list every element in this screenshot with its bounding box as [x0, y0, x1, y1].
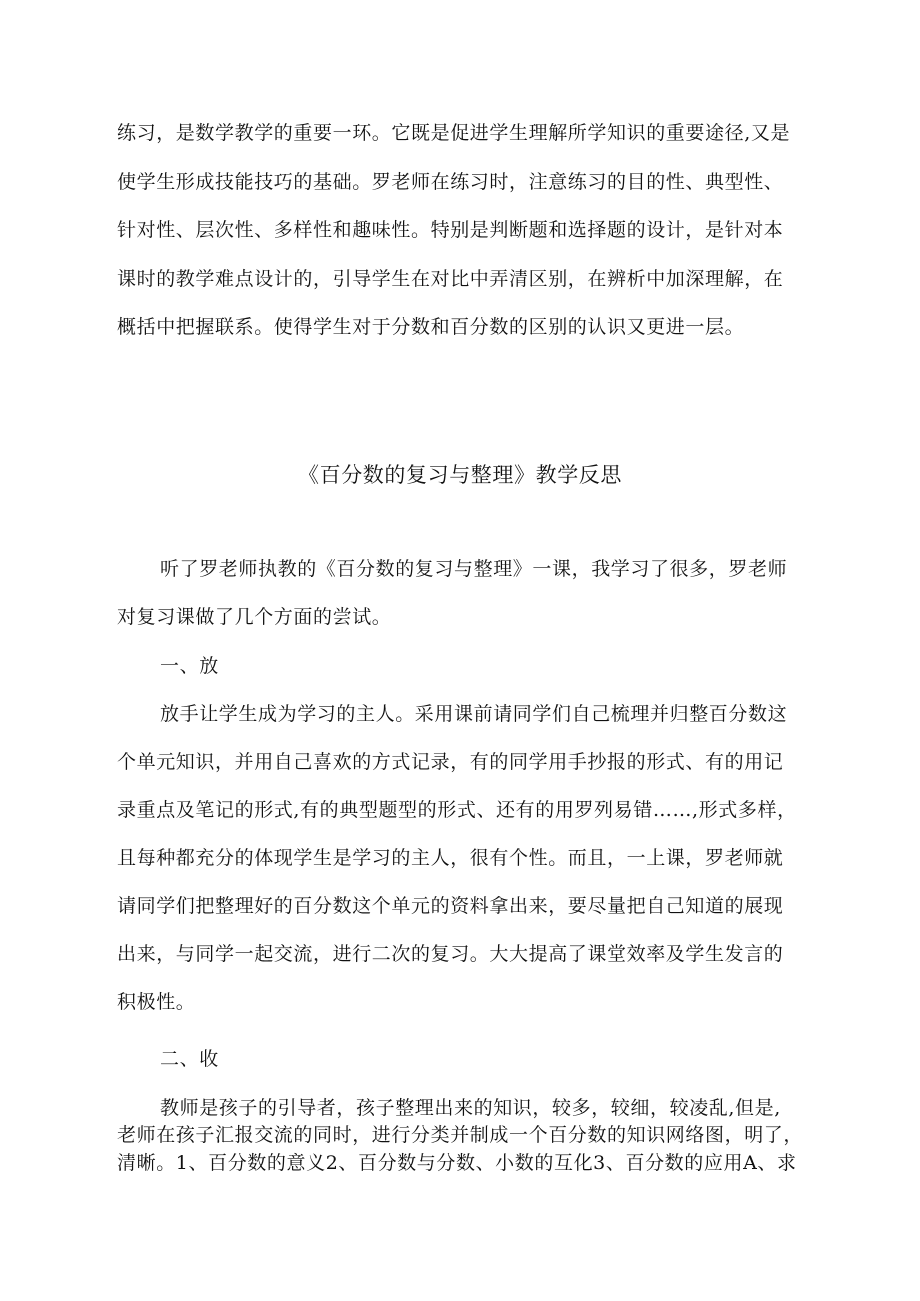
section1-line-7: 积极性。	[117, 991, 196, 1013]
section1-line-6: 出来，与同学一起交流，进行二次的复习。大大提高了课堂效率及学生发言的	[117, 943, 784, 965]
section2-line-1: 教师是孩子的引导者，孩子整理出来的知识，较多，较细，较凌乱,但是,	[160, 1097, 781, 1119]
section1-line-3: 录重点及笔记的形式,有的典型题型的形式、还有的用罗列易错……,形式多样，	[117, 799, 797, 821]
opening-line-2: 对复习课做了几个方面的尝试。	[117, 606, 392, 628]
section1-heading: 一、放	[160, 655, 219, 677]
section2-heading: 二、收	[160, 1048, 219, 1070]
intro-line-5: 概括中把握联系。使得学生对于分数和百分数的区别的认识又更进一层。	[117, 316, 745, 338]
intro-line-2: 使学生形成技能技巧的基础。罗老师在练习时，注意练习的目的性、典型性、	[117, 171, 784, 193]
page-title: 《百分数的复习与整理》教学反思	[298, 463, 622, 487]
intro-line-1: 练习，是数学教学的重要一环。它既是促进学生理解所学知识的重要途径,又是	[117, 122, 791, 144]
intro-line-3: 针对性、层次性、多样性和趣味性。特别是判断题和选择题的设计，是针对本	[117, 219, 784, 241]
section1-line-5: 请同学们把整理好的百分数这个单元的资料拿出来，要尽量把自己知道的展现	[117, 895, 784, 917]
section1-line-2: 个单元知识，并用自己喜欢的方式记录，有的同学用手抄报的形式、有的用记	[117, 751, 784, 773]
opening-line-1: 听了罗老师执教的《百分数的复习与整理》一课，我学习了很多，罗老师	[160, 558, 788, 580]
intro-line-4: 课时的教学难点设计的，引导学生在对比中弄清区别，在辨析中加深理解，在	[117, 268, 784, 290]
section2-line-2: 老师在孩子汇报交流的同时，进行分类并制成一个百分数的知识网络图，明了，	[117, 1124, 804, 1146]
section1-line-4: 且每种都充分的体现学生是学习的主人，很有个性。而且，一上课，罗老师就	[117, 847, 784, 869]
section2-line-3: 清晰。1、百分数的意义2、百分数与分数、小数的互化3、百分数的应用A、求	[117, 1152, 797, 1174]
section1-line-1: 放手让学生成为学习的主人。采用课前请同学们自己梳理并归整百分数这	[160, 703, 788, 725]
